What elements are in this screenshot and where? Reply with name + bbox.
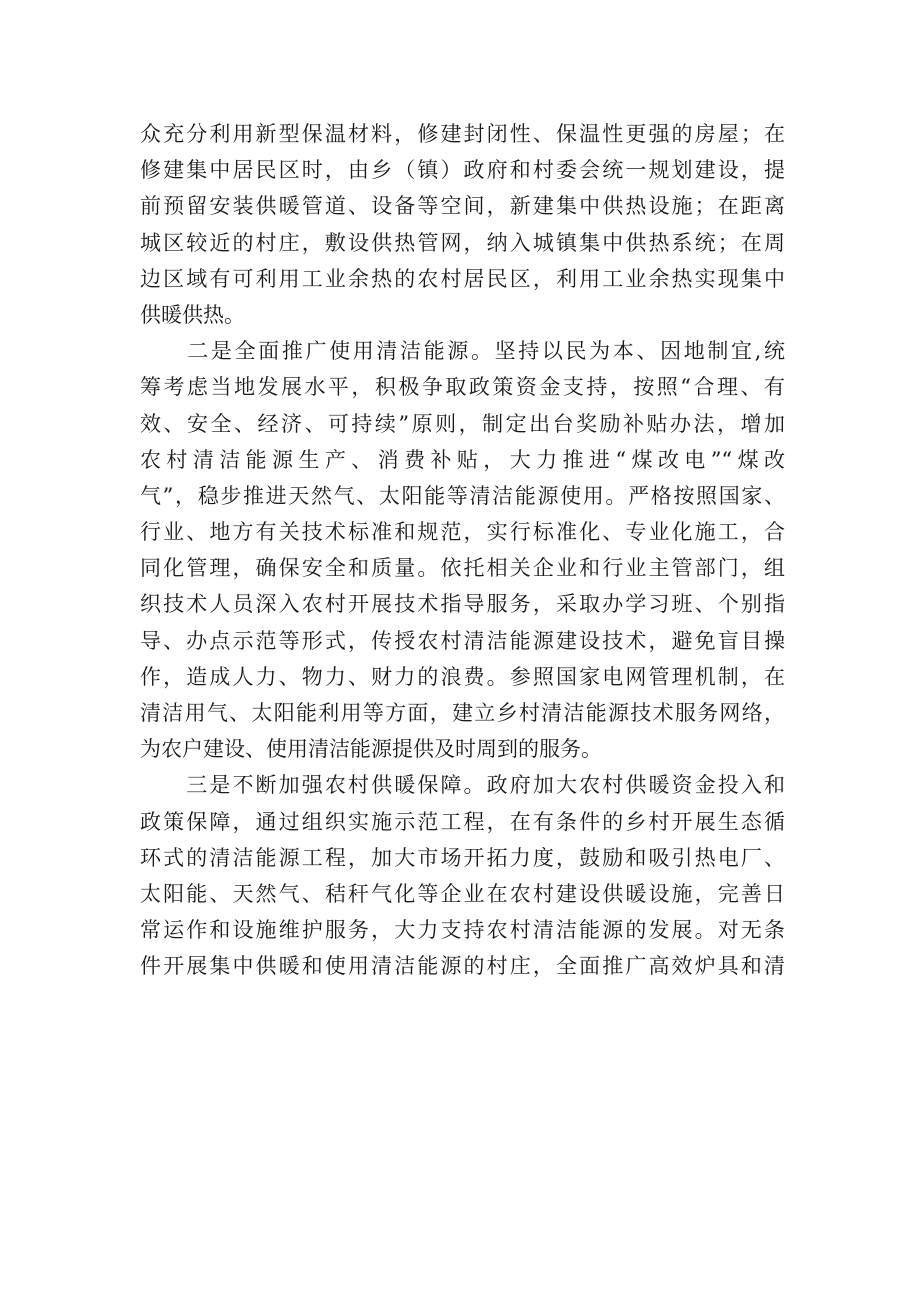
text-line: 同化管理，确保安全和质量。依托相关企业和行业主管部门，组 [140,556,785,581]
text-line: 前预留安装供暖管道、设备等空间，新建集中供热设施；在距离 [140,194,785,219]
text-line: 农村清洁能源生产、消费补贴，大力推进“煤改电”“煤改 [140,447,785,472]
text-line: 效、安全、经济、可持续”原则，制定出台奖励补贴办法，增加 [140,411,785,436]
text-line: 件开展集中供暖和使用清洁能源的村庄，全面推广高效炉具和清 [140,954,785,979]
text-line: 行业、地方有关技术标准和规范，实行标准化、专业化施工，合 [140,520,785,545]
body-text [140,116,785,985]
text-line: 为农户建设、使用清洁能源提供及时周到的服务。 [140,737,602,762]
text-line: 清洁用气、太阳能利用等方面，建立乡村清洁能源技术服务网络， [140,701,785,725]
text-line: 二是全面推广使用清洁能源。坚持以民为本、因地制宜,统 [140,339,785,364]
text-line: 供暖供热。 [140,302,245,327]
text-line: 边区域有可利用工业余热的农村居民区，利用工业余热实现集中 [140,266,785,291]
text-line: 城区较近的村庄，敷设供热管网，纳入城镇集中供热系统；在周 [140,230,785,255]
text-line: 众充分利用新型保温材料，修建封闭性、保温性更强的房屋；在 [140,122,785,146]
text-line: 筹考虑当地发展水平，积极争取政策资金支持，按照“合理、有 [140,375,785,400]
text-line: 修建集中居民区时，由乡（镇）政府和村委会统一规划建设，提 [140,158,785,183]
text-line: 太阳能、天然气、秸秆气化等企业在农村建设供暖设施，完善日 [140,881,785,906]
text-line: 作，造成人力、物力、财力的浪费。参照国家电网管理机制，在 [140,664,785,689]
text-line: 三是不断加强农村供暖保障。政府加大农村供暖资金投入和 [140,773,785,798]
text-line: 政策保障，通过组织实施示范工程，在有条件的乡村开展生态循 [140,809,785,834]
text-line: 气”，稳步推进天然气、太阳能等清洁能源使用。严格按照国家、 [140,483,785,508]
text-line: 环式的清洁能源工程，加大市场开拓力度，鼓励和吸引热电厂、 [140,845,785,870]
text-line: 导、办点示范等形式，传授农村清洁能源建设技术，避免盲目操 [140,628,785,653]
text-line: 常运作和设施维护服务，大力支持农村清洁能源的发展。对无条 [140,918,785,943]
text-line: 织技术人员深入农村开展技术指导服务，采取办学习班、个别指 [140,592,785,617]
